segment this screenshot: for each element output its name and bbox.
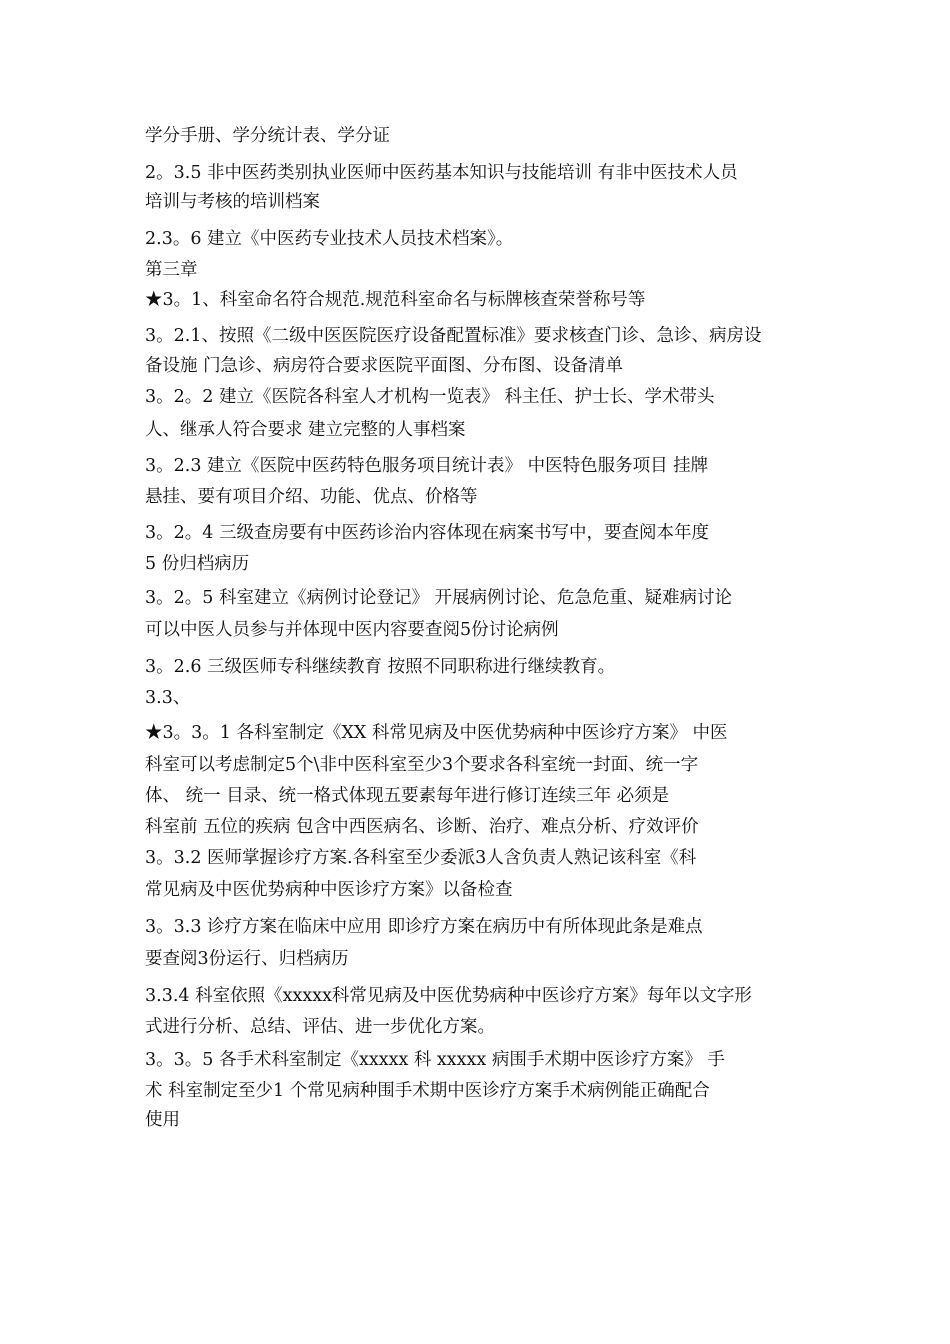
text-line: 常见病及中医优势病种中医诊疗方案》以备检查 bbox=[145, 880, 513, 900]
text-line: 3。2.3 建立《医院中医药特色服务项目统计表》 中医特色服务项目 挂牌 bbox=[145, 456, 709, 476]
text-line: 使用 bbox=[145, 1110, 180, 1130]
text-line: 3。3.2 医师掌握诊疗方案.各科室至少委派3人含负责人熟记该科室《科 bbox=[145, 848, 697, 868]
text-line: 要查阅3份运行、归档病历 bbox=[145, 949, 349, 969]
text-line: 可以中医人员参与并体现中医内容要查阅5份讨论病例 bbox=[145, 620, 559, 640]
text-line: 科室前 五位的疾病 包含中西医病名、诊断、治疗、难点分析、疗效评价 bbox=[145, 817, 699, 837]
text-line: ★3。3。1 各科室制定《XX 科常见病及中医优势病种中医诊疗方案》 中医 bbox=[145, 723, 728, 743]
text-line: 体、 统一 目录、统一格式体现五要素每年进行修订连续三年 必须是 bbox=[145, 786, 670, 806]
text-line: 式进行分析、总结、评估、进一步优化方案。 bbox=[145, 1017, 495, 1037]
text-line: 2。3.5 非中医药类别执业医师中医药基本知识与技能培训 有非中医技术人员 bbox=[145, 163, 738, 183]
text-line: 3。2。5 科室建立《病例讨论登记》 开展病例讨论、危急危重、疑难病讨论 bbox=[145, 588, 733, 608]
text-line: 3.3.4 科室依照《xxxxx科常见病及中医优势病种中医诊疗方案》每年以文字形 bbox=[145, 986, 752, 1006]
text-line: 2.3。6 建立《中医药专业技术人员技术档案》。 bbox=[145, 229, 514, 249]
text-line: 3。3.3 诊疗方案在临床中应用 即诊疗方案在病历中有所体现此条是难点 bbox=[145, 917, 703, 937]
text-line: 5 份归档病历 bbox=[145, 554, 250, 574]
chapter-heading: 第三章 bbox=[145, 260, 198, 280]
text-line: ★3。1、科室命名符合规范.规范科室命名与标牌核查荣誉称号等 bbox=[145, 290, 646, 310]
text-line: 人、继承人符合要求 建立完整的人事档案 bbox=[145, 420, 466, 440]
text-line: 科室可以考虑制定5个\非中医科室至少3个要求各科室统一封面、统一字 bbox=[145, 755, 699, 775]
text-line: 备设施 门急诊、病房符合要求医院平面图、分布图、设备清单 bbox=[145, 356, 624, 376]
text-line: 术 科室制定至少1 个常见病种围手术期中医诊疗方案手术病例能正确配合 bbox=[145, 1081, 710, 1101]
text-line: 3。2。4 三级查房要有中医药诊治内容体现在病案书写中，要查阅本年度 bbox=[145, 523, 709, 543]
section-heading: 3.3、 bbox=[145, 688, 191, 708]
text-line: 3。3。5 各手术科室制定《xxxxx 科 xxxxx 病围手术期中医诊疗方案》 手 bbox=[145, 1050, 725, 1070]
text-line: 3。2.6 三级医师专科继续教育 按照不同职称进行继续教育。 bbox=[145, 657, 616, 677]
text-line: 培训与考核的培训档案 bbox=[145, 192, 320, 212]
text-line: 学分手册、学分统计表、学分证 bbox=[145, 126, 390, 146]
text-line: 3。2.1、按照《二级中医医院医疗设备配置标准》要求核查门诊、急诊、病房设 bbox=[145, 326, 762, 346]
text-line: 悬挂、要有项目介绍、功能、优点、价格等 bbox=[145, 487, 478, 507]
text-line: 3。2。2 建立《医院各科室人才机构一览表》 科主任、护士长、学术带头 bbox=[145, 387, 715, 407]
